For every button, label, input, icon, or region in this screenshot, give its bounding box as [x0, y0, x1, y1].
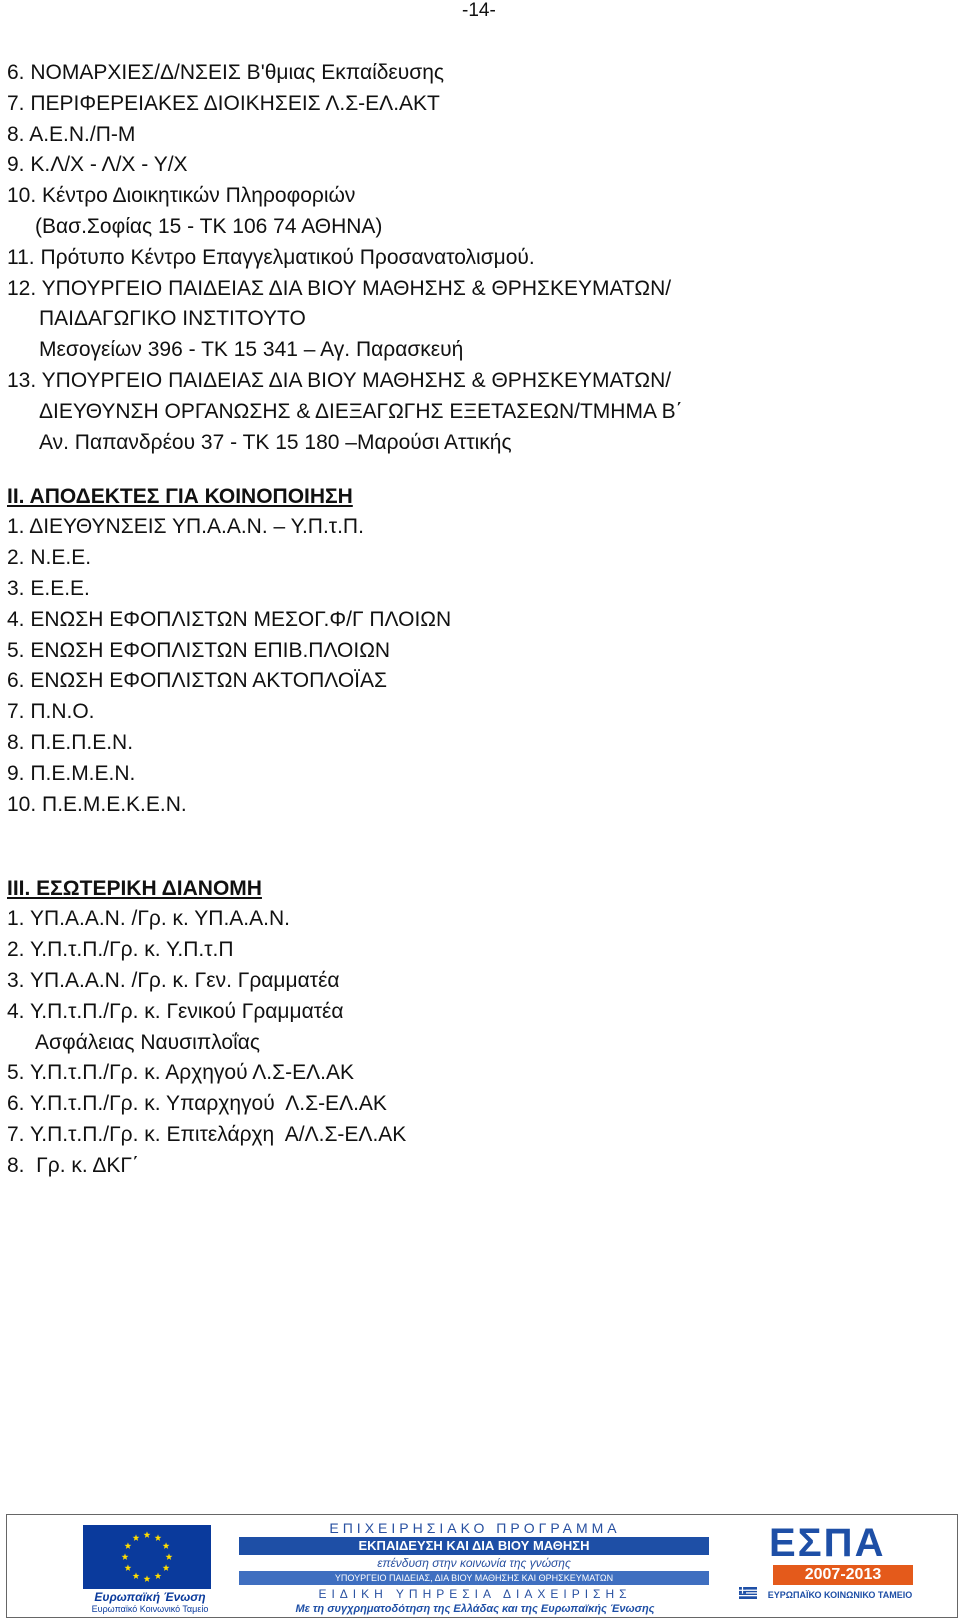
section-i-list	[7, 58, 947, 458]
list-item: 8. Α.Ε.Ν./Π-Μ	[7, 122, 136, 146]
eu-social-fund: Ευρωπαϊκό Κοινωνικό Ταμείο	[91, 1604, 209, 1614]
list-item: 8. Γρ. κ. ΔΚΓ΄	[7, 1153, 139, 1177]
list-item: 3. ΥΠ.Α.Α.Ν. /Γρ. κ. Γεν. Γραμματέα	[7, 968, 340, 992]
list-item: Μεσογείων 396 - ΤΚ 15 341 – Αγ. Παρασκευή	[39, 338, 464, 362]
eu-logo	[11, 1519, 223, 1615]
list-item: 1. ΥΠ.Α.Α.Ν. /Γρ. κ. ΥΠ.Α.Α.Ν.	[7, 907, 290, 931]
list-item: 7. Υ.Π.τ.Π./Γρ. κ. Επιτελάρχη Α/Λ.Σ-ΕΛ.ΑΚ	[7, 1122, 407, 1146]
operational-programme-logo	[229, 1519, 721, 1615]
eu-name: Ευρωπαϊκή Ένωση	[94, 1590, 206, 1604]
list-item: 1. ΔΙΕΥΘΥΝΣΕΙΣ ΥΠ.Α.Α.Ν. – Υ.Π.τ.Π.	[7, 515, 364, 539]
list-item: 6. ΕΝΩΣΗ ΕΦΟΠΛΙΣΤΩΝ ΑΚΤΟΠΛΟΪΑΣ	[7, 669, 387, 693]
espa-logo	[729, 1519, 951, 1615]
cofunding-note: Με τη συγχρηματοδότηση της Ελλάδας και της Ευρωπαϊκής Ένωσης	[295, 1603, 655, 1615]
spacer	[7, 820, 947, 874]
list-item: 11. Πρότυπο Κέντρο Επαγγελματικού Προσανατολισμού.	[7, 245, 535, 269]
list-item: 5. Υ.Π.τ.Π./Γρ. κ. Αρχηγού Λ.Σ-ΕΛ.ΑΚ	[7, 1061, 354, 1085]
list-item: 6. Υ.Π.τ.Π./Γρ. κ. Υπαρχηγού Λ.Σ-ΕΛ.ΑΚ	[7, 1092, 387, 1116]
section-iii-heading: ΙΙΙ. ΕΣΩΤΕΡΙΚΗ ΔΙΑΝΟΜΗ	[7, 877, 262, 901]
list-item: 8. Π.Ε.Π.Ε.Ν.	[7, 730, 134, 754]
funding-banner	[6, 1514, 958, 1618]
ministry-band: ΥΠΟΥΡΓΕΙΟ ΠΑΙΔΕΙΑΣ, ΔΙΑ ΒΙΟΥ ΜΑΘΗΣΗΣ ΚΑΙ ΘΡΗΣΚΕΥΜΑΤΩΝ	[239, 1571, 709, 1585]
section-iii-list	[7, 904, 947, 1181]
list-item: 9. Κ.Λ/Χ - Λ/Χ - Υ/Χ	[7, 153, 188, 177]
list-item: (Βασ.Σοφίας 15 - ΤΚ 106 74 ΑΘΗΝΑ)	[35, 214, 383, 238]
list-item: 5. ΕΝΩΣΗ ΕΦΟΠΛΙΣΤΩΝ ΕΠΙΒ.ΠΛΟΙΩΝ	[7, 638, 391, 662]
distribution-list	[7, 58, 947, 1182]
list-item: Ασφάλειας Ναυσιπλοΐας	[35, 1030, 261, 1054]
list-item: 2. Ν.Ε.Ε.	[7, 546, 92, 570]
list-item: 13. ΥΠΟΥΡΓΕΙΟ ΠΑΙΔΕΙΑΣ ΔΙΑ ΒΙΟΥ ΜΑΘΗΣΗΣ & ΘΡΗΣΚΕΥΜΑΤΩΝ/	[7, 368, 672, 392]
list-item: 7. ΠΕΡΙΦΕΡΕΙΑΚΕΣ ΔΙΟΙΚΗΣΕΙΣ Λ.Σ-ΕΛ.ΑΚΤ	[7, 91, 440, 115]
list-item: 9. Π.Ε.Μ.Ε.Ν.	[7, 761, 136, 785]
espa-fund: ΕΥΡΩΠΑΪΚΟ ΚΟΙΝΩΝΙΚΟ ΤΑΜΕΙΟ	[767, 1590, 913, 1600]
list-item: 2. Υ.Π.τ.Π./Γρ. κ. Υ.Π.τ.Π	[7, 938, 234, 962]
espa-years: 2007-2013	[773, 1565, 913, 1585]
list-item: ΠΑΙΔΑΓΩΓΙΚΟ ΙΝΣΤΙΤΟΥΤΟ	[39, 307, 306, 331]
espa-wordmark: ΕΣΠΑ	[769, 1521, 886, 1565]
list-item: Αν. Παπανδρέου 37 - ΤΚ 15 180 –Μαρούσι Αττικής	[39, 430, 512, 454]
list-item: 6. ΝΟΜΑΡΧΙΕΣ/Δ/ΝΣΕΙΣ Β'θμιας Εκπαίδευσης	[7, 61, 445, 84]
section-ii-heading: ΙΙ. ΑΠΟΔΕΚΤΕΣ ΓΙΑ ΚΟΙΝΟΠΟΙΗΣΗ	[7, 485, 353, 509]
list-item: 7. Π.Ν.Ο.	[7, 700, 95, 724]
eu-flag-icon	[83, 1525, 211, 1589]
spacer	[7, 458, 947, 482]
list-item: 4. ΕΝΩΣΗ ΕΦΟΠΛΙΣΤΩΝ ΜΕΣΟΓ.Φ/Γ ΠΛΟΙΩΝ	[7, 607, 452, 631]
list-item: 4. Υ.Π.τ.Π./Γρ. κ. Γενικού Γραμματέα	[7, 999, 344, 1023]
section-ii-list	[7, 512, 947, 820]
list-item: 10. Κέντρο Διοικητικών Πληροφοριών	[7, 184, 356, 208]
op-tagline: επένδυση στην κοινωνία της γνώσης	[377, 1556, 571, 1570]
list-item: 3. Ε.Ε.Ε.	[7, 576, 90, 600]
list-item: ΔΙΕΥΘΥΝΣΗ ΟΡΓΑΝΩΣΗΣ & ΔΙΕΞΑΓΩΓΗΣ ΕΞΕΤΑΣΕΩΝ/ΤΜΗΜΑ Β΄	[39, 399, 683, 423]
list-item: 12. ΥΠΟΥΡΓΕΙΟ ΠΑΙΔΕΙΑΣ ΔΙΑ ΒΙΟΥ ΜΑΘΗΣΗΣ & ΘΡΗΣΚΕΥΜΑΤΩΝ/	[7, 276, 672, 300]
op-band: ΕΚΠΑΙΔΕΥΣΗ ΚΑΙ ΔΙΑ ΒΙΟΥ ΜΑΘΗΣΗ	[239, 1537, 709, 1555]
list-item: 10. Π.Ε.Μ.Ε.Κ.Ε.Ν.	[7, 792, 187, 816]
page-number: -14-	[462, 0, 496, 21]
special-service: ΕΙΔΙΚΗ ΥΠΗΡΕΣΙΑ ΔΙΑΧΕΙΡΙΣΗΣ	[318, 1587, 632, 1601]
op-title: ΕΠΙΧΕΙΡΗΣΙΑΚΟ ΠΡΟΓΡΑΜΜΑ	[329, 1520, 621, 1536]
